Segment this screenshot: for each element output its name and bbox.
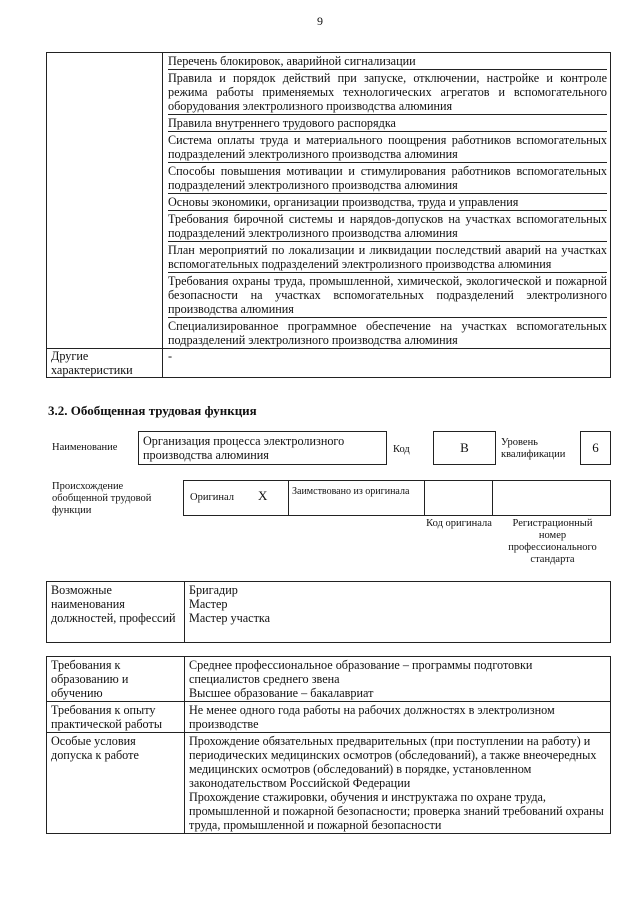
original-mark: X — [258, 488, 268, 503]
knowledge-item: Требования охраны труда, промышленной, химической, экологической и пожарной безопасности на участках вспомогательных подразделений электролизного производства алюминия — [168, 274, 607, 316]
knowledge-item: Способы повышения мотивации и стимулирования работников вспомогательных подразделений электролизного производства алюминия — [168, 164, 607, 192]
other-characteristics-label: Другие характеристики — [47, 349, 163, 378]
function-name-field: Организация процесса электролизного производства алюминия — [138, 431, 387, 465]
knowledge-item: План мероприятий по локализации и ликвидации последствий аварий на участках вспомогательных подразделений электролизного производства алюминия — [168, 243, 607, 271]
name-label: Наименование — [52, 442, 118, 453]
knowledge-item: Требования бирочной системы и нарядов-допусков на участках вспомогательных подразделений электролизного производства алюминия — [168, 212, 607, 240]
experience-values — [185, 702, 611, 733]
requirement-item: Среднее профессиональное образование – программы подготовки специалистов среднего звена — [189, 658, 533, 686]
borrowed-label: Заимствовано из оригинала — [292, 486, 410, 497]
positions-table — [46, 581, 611, 643]
section-heading: 3.2. Обобщенная трудовая функция — [48, 403, 257, 418]
origin-label: Происхождение обобщенной трудовой функции — [52, 481, 152, 516]
code-label: Код — [393, 444, 410, 455]
knowledge-item: Специализированное программное обеспечение на участках вспомогательных подразделений электролизного производства алюминия — [168, 319, 607, 347]
other-characteristics-value: - — [163, 349, 611, 378]
special-conditions-values — [185, 733, 611, 834]
positions-values — [185, 582, 611, 643]
positions-label: Возможные наименования должностей, профессий — [47, 582, 185, 643]
level-field: 6 — [580, 431, 611, 465]
original-label: Оригинал — [190, 492, 234, 503]
requirement-item: Прохождение стажировки, обучения и инструктажа по охране труда, промышленной и пожарной безопасности; проверка знаний требований охраны труда, промышленной и пожарной безопасности — [189, 790, 604, 832]
education-label: Требования к образованию и обучению — [47, 657, 185, 702]
knowledge-label-cell — [47, 53, 163, 349]
special-conditions-label: Особые условия допуска к работе — [47, 733, 185, 834]
experience-label: Требования к опыту практической работы — [47, 702, 185, 733]
knowledge-item: Основы экономики, организации производства, труда и управления — [168, 194, 607, 211]
position-item: Мастер участка — [189, 611, 271, 625]
position-item: Бригадир — [189, 583, 238, 597]
level-label: Уровень квалификации — [501, 437, 566, 460]
knowledge-item: Система оплаты труда и материального поощрения работников вспомогательных подразделений электролизного производства алюминия — [168, 133, 607, 161]
requirements-table — [46, 656, 611, 834]
table-row — [47, 657, 611, 702]
requirement-item: Не менее одного года работы на рабочих должностях в электролизном производстве — [189, 703, 555, 731]
page-number: 9 — [317, 14, 323, 28]
knowledge-item: Перечень блокировок, аварийной сигнализации — [168, 53, 607, 70]
reg-number-caption: Регистрационный номер профессионального стандарта — [508, 518, 597, 565]
knowledge-table — [46, 52, 611, 378]
code-field: B — [433, 431, 496, 465]
knowledge-item: Правила внутреннего трудового распорядка — [168, 115, 607, 132]
position-item: Мастер — [189, 597, 228, 611]
knowledge-item: Правила и порядок действий при запуске, отключении, настройке и контроле режима работы применяемых технологических агрегатов и вспомогательного оборудования электролизного производства алюминия — [168, 71, 607, 113]
education-values — [185, 657, 611, 702]
requirement-item: Высшее образование – бакалавриат — [189, 686, 374, 700]
table-row — [47, 733, 611, 834]
table-row — [47, 702, 611, 733]
code-original-caption: Код оригинала — [426, 518, 492, 529]
requirement-item: Прохождение обязательных предварительных (при поступлении на работу) и периодических медицинских осмотров (обследований), а также внеочередных медицинских осмотров (обследований) в порядке, установленном законодательством Российской Федерации — [189, 734, 597, 790]
knowledge-items-cell — [163, 53, 611, 349]
